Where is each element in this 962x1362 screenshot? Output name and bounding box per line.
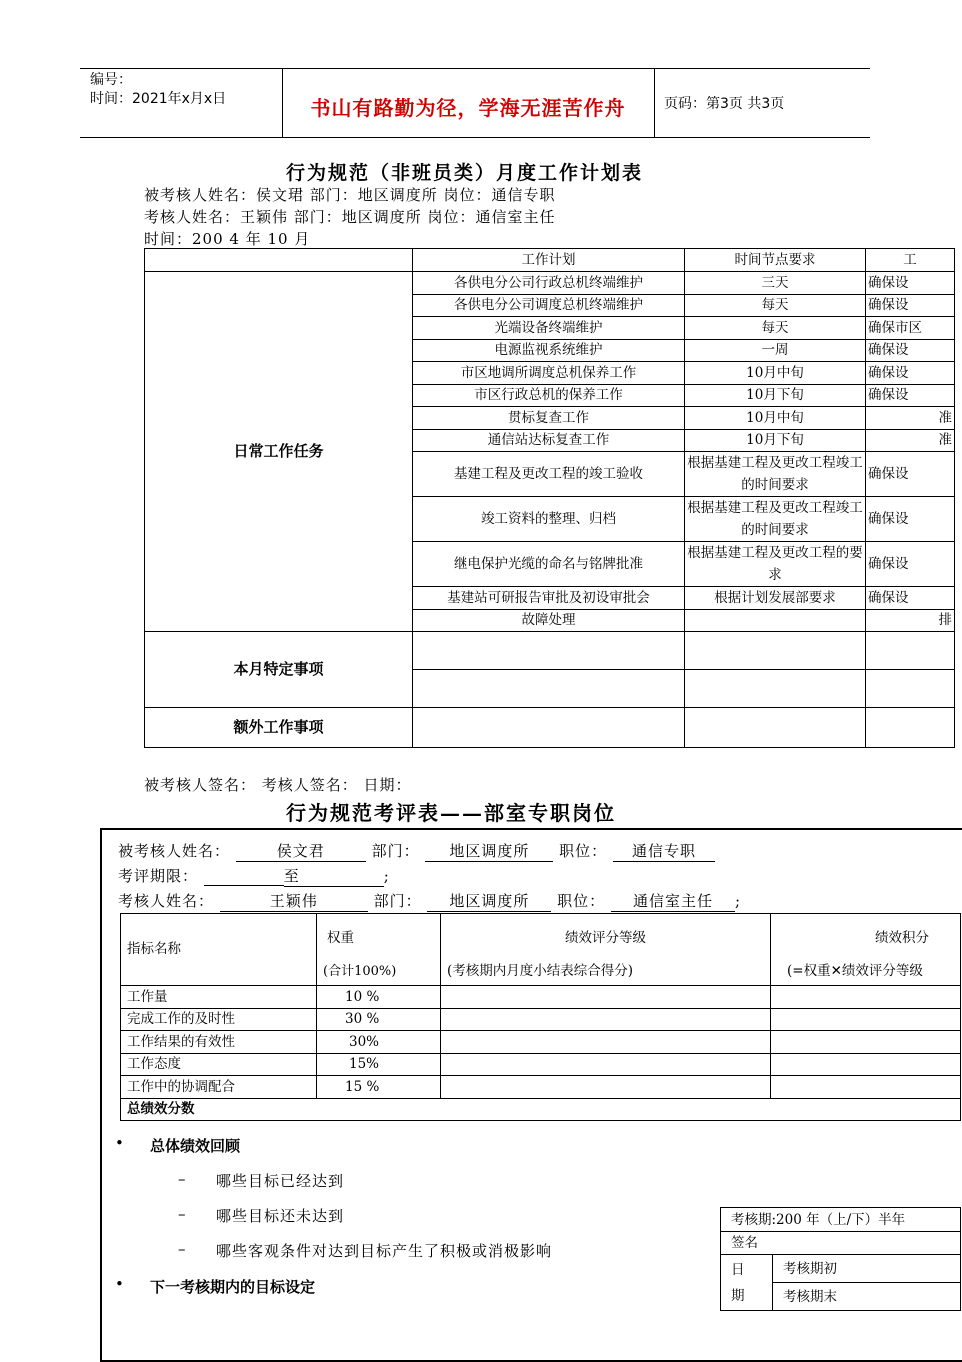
- sub-item-conditions: 哪些客观条件对达到目标产生了积极或消极影响: [216, 1242, 553, 1260]
- time-cell: 根据基建工程及更改工程竣工的时间要求: [685, 497, 866, 542]
- plan-cell: 故障处理: [413, 610, 685, 632]
- time-cell: 10月下旬: [685, 385, 866, 407]
- table-row: [721, 1208, 961, 1232]
- review-assessor-line: [118, 890, 741, 912]
- dash-icon: –: [178, 1240, 186, 1258]
- assessor-dept-field: 地区调度所: [427, 890, 551, 912]
- standard-cell: 确保设: [866, 295, 955, 317]
- weight-note: (合计100%): [323, 964, 397, 979]
- plan-cell: 竣工资料的整理、归档: [413, 497, 685, 542]
- grade-cell: [441, 1031, 771, 1054]
- bullet-dot: •: [115, 1134, 124, 1152]
- work-plan-table: [144, 248, 955, 748]
- period-start-label: 考核期初: [773, 1255, 961, 1283]
- plan-title: 行为规范（非班员类）月度工作计划表: [286, 162, 644, 184]
- plan-cell: 各供电分公司行政总机终端维护: [413, 272, 685, 295]
- period-start-field: [204, 867, 284, 886]
- time-cell: 每天: [685, 295, 866, 317]
- header-divider: [282, 69, 283, 137]
- table-row: [145, 272, 955, 295]
- plan-cell: 继电保护光缆的命名与铭牌批准: [413, 542, 685, 587]
- header-cell-standard: 工: [866, 249, 955, 272]
- standard-cell: 确保设: [866, 340, 955, 362]
- header-meta: [90, 71, 226, 109]
- score-cell: [771, 1031, 961, 1054]
- page-number: 页码：第3页 共3页: [664, 96, 785, 112]
- standard-cell: 确保设: [866, 385, 955, 407]
- time-label: 时间：2021年x月x日: [90, 91, 227, 107]
- bullet-dot: •: [115, 1275, 124, 1293]
- period-end-label: 考核期末: [773, 1283, 961, 1311]
- table-row: [121, 1009, 961, 1031]
- indicator-weight: 30%: [317, 1031, 441, 1054]
- time-cell: 一周: [685, 340, 866, 362]
- assessor-name-field: 王颖伟: [220, 890, 368, 912]
- indicator-name: 完成工作的及时性: [121, 1009, 317, 1031]
- plan-info-assessor: 考核人姓名：王颖伟 部门：地区调度所 岗位：通信室主任: [144, 208, 556, 226]
- empty-cell: [685, 632, 866, 670]
- table-row: [121, 1031, 961, 1054]
- score-title: 绩效积分: [875, 930, 929, 946]
- plan-cell: 基建工程及更改工程的竣工验收: [413, 452, 685, 497]
- plan-info-time: 时间：200 4 年 10 月: [144, 230, 311, 248]
- plan-cell: 通信站达标复查工作: [413, 430, 685, 452]
- time-cell: 根据基建工程及更改工程的要求: [685, 542, 866, 587]
- standard-cell: 确保设: [866, 542, 955, 587]
- sub-item-not-achieved: 哪些目标还未达到: [216, 1207, 345, 1225]
- indicator-weight: 15%: [317, 1054, 441, 1076]
- grade-cell: [441, 1054, 771, 1076]
- plan-cell: 市区行政总机的保养工作: [413, 385, 685, 407]
- period-signature-table: [720, 1207, 961, 1311]
- time-cell: [685, 610, 866, 632]
- review-title: 行为规范考评表——部室专职岗位: [286, 801, 616, 825]
- grade-note: (考核期内月度小结表综合得分): [447, 963, 634, 979]
- time-cell: 根据基建工程及更改工程竣工的时间要求: [685, 452, 866, 497]
- header-indicator: 指标名称: [121, 914, 317, 986]
- empty-cell: [685, 670, 866, 708]
- header-divider: [654, 69, 655, 137]
- plan-cell: 市区地调所调度总机保养工作: [413, 362, 685, 385]
- total-score-label: 总绩效分数: [121, 1099, 961, 1121]
- score-cell: [771, 986, 961, 1009]
- dash-icon: –: [178, 1205, 186, 1223]
- empty-cell: [866, 632, 955, 670]
- period-date-label: [721, 1255, 773, 1311]
- plan-info-assessee: 被考核人姓名：侯文珺 部门：地区调度所 岗位：通信专职: [144, 186, 556, 204]
- score-cell: [771, 1054, 961, 1076]
- header-cell-plan: 工作计划: [413, 249, 685, 272]
- empty-cell: [413, 670, 685, 708]
- empty-cell: [413, 708, 685, 748]
- period-end: ;: [383, 867, 390, 885]
- assessor-end: ;: [734, 892, 742, 910]
- review-period-line: [118, 865, 390, 887]
- table-row: [721, 1232, 961, 1255]
- standard-cell: 排: [866, 610, 955, 632]
- period-sign-label: 签名: [721, 1232, 961, 1255]
- table-row: [145, 708, 955, 748]
- time-cell: 三天: [685, 272, 866, 295]
- score-cell: [771, 1076, 961, 1099]
- signature-line: 被考核人签名： 考核人签名： 日期：: [144, 776, 412, 794]
- weight-title: 权重: [327, 930, 354, 946]
- indicator-weight: 15 %: [317, 1076, 441, 1099]
- standard-cell: 确保设: [866, 497, 955, 542]
- standard-cell: 准: [866, 430, 955, 452]
- table-row: [121, 1099, 961, 1121]
- review-assessee-line: [118, 840, 715, 862]
- indicator-name: 工作结果的有效性: [121, 1031, 317, 1054]
- indicator-name: 工作态度: [121, 1054, 317, 1076]
- grade-title: 绩效评分等级: [565, 930, 646, 946]
- bullet-performance-review: 总体绩效回顾: [150, 1137, 241, 1155]
- empty-cell: [866, 708, 955, 748]
- assessor-dept-label: 部门：: [373, 892, 422, 910]
- period-label: 考评期限：: [118, 867, 199, 885]
- grade-cell: [441, 986, 771, 1009]
- standard-cell: 确保设: [866, 587, 955, 610]
- dept-label: 部门：: [371, 842, 420, 860]
- assessor-position-label: 职位：: [557, 892, 606, 910]
- score-note: (=权重✕绩效评分等级: [787, 963, 923, 979]
- assessor-label: 考核人姓名：: [118, 892, 215, 910]
- empty-cell: [866, 670, 955, 708]
- standard-cell: 确保市区: [866, 317, 955, 340]
- position-field: 通信专职: [613, 840, 715, 862]
- indicator-weight: 30 %: [317, 1009, 441, 1031]
- category-daily-tasks: 日常工作任务: [145, 272, 413, 632]
- serial-label: 编号：: [90, 72, 132, 88]
- header-cell-empty: [145, 249, 413, 272]
- assessee-name-field: 侯文君: [236, 840, 366, 862]
- period-to: 至: [284, 865, 384, 887]
- evaluation-table: [120, 913, 961, 1121]
- indicator-weight: 10 %: [317, 986, 441, 1009]
- plan-cell: 光端设备终端维护: [413, 317, 685, 340]
- date-char-1: 日: [731, 1261, 745, 1278]
- table-row: [121, 1054, 961, 1076]
- time-cell: 10月中旬: [685, 362, 866, 385]
- standard-cell: 准: [866, 407, 955, 430]
- header-motto: 书山有路勤为径，学海无涯苦作舟: [310, 96, 626, 120]
- category-special-items: 本月特定事项: [145, 632, 413, 708]
- table-row: [121, 1076, 961, 1099]
- standard-cell: 确保设: [866, 452, 955, 497]
- header-grade: [441, 914, 771, 986]
- sub-item-achieved: 哪些目标已经达到: [216, 1172, 345, 1190]
- table-header-row: [145, 249, 955, 272]
- table-header-row: [121, 914, 961, 986]
- plan-cell: 各供电分公司调度总机终端维护: [413, 295, 685, 317]
- time-cell: 根据计划发展部要求: [685, 587, 866, 610]
- date-char-2: 期: [731, 1287, 745, 1304]
- empty-cell: [413, 632, 685, 670]
- category-extra-items: 额外工作事项: [145, 708, 413, 748]
- time-cell: 10月中旬: [685, 407, 866, 430]
- bullet-next-goals: 下一考核期内的目标设定: [150, 1278, 316, 1296]
- grade-cell: [441, 1076, 771, 1099]
- assessee-label: 被考核人姓名：: [118, 842, 231, 860]
- position-label: 职位：: [559, 842, 608, 860]
- indicator-name: 工作量: [121, 986, 317, 1009]
- time-cell: 10月下旬: [685, 430, 866, 452]
- score-cell: [771, 1009, 961, 1031]
- dept-field: 地区调度所: [425, 840, 553, 862]
- table-row: [721, 1255, 961, 1283]
- period-header: 考核期:200 年（上/下）半年: [721, 1208, 961, 1232]
- plan-cell: 贯标复查工作: [413, 407, 685, 430]
- plan-cell: 电源监视系统维护: [413, 340, 685, 362]
- header-score: [771, 914, 961, 986]
- empty-cell: [685, 708, 866, 748]
- header-weight: [317, 914, 441, 986]
- plan-cell: 基建站可研报告审批及初设审批会: [413, 587, 685, 610]
- assessor-position-field: 通信室主任: [611, 890, 735, 912]
- table-row: [121, 986, 961, 1009]
- indicator-name: 工作中的协调配合: [121, 1076, 317, 1099]
- standard-cell: 确保设: [866, 272, 955, 295]
- grade-cell: [441, 1009, 771, 1031]
- dash-icon: –: [178, 1170, 186, 1188]
- standard-cell: 确保设: [866, 362, 955, 385]
- table-row: [145, 632, 955, 670]
- header-cell-time: 时间节点要求: [685, 249, 866, 272]
- time-cell: 每天: [685, 317, 866, 340]
